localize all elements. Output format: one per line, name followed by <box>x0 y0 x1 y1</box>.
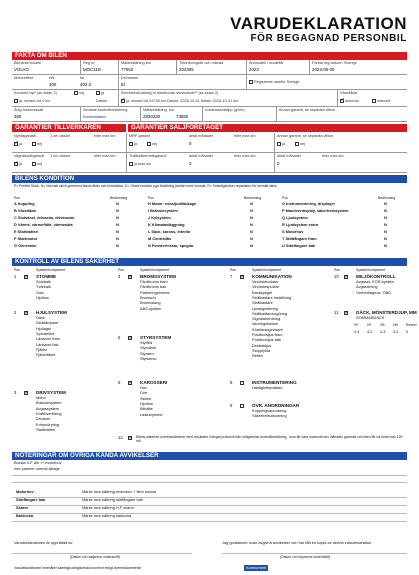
safety-item: Sidobalk <box>36 279 51 284</box>
condition-header-rating: Bedömning <box>378 196 396 200</box>
condition-item: U Stötfångare bak <box>282 243 316 248</box>
condition-rating: N <box>250 208 253 213</box>
warranty-value: 0 <box>189 161 192 166</box>
safety-pos-number: 5 <box>118 335 121 340</box>
safety-item: Hastighetsmätare <box>252 385 283 390</box>
facts-value: 202305 <box>179 67 194 72</box>
consumer-badge: Konsument <box>246 565 267 570</box>
safety-group-checkbox[interactable] <box>344 311 348 315</box>
safety-item: Enforsörjning <box>36 421 59 427</box>
tyre-header: HB <box>393 323 398 327</box>
safety-group-checkbox[interactable] <box>240 275 244 279</box>
safety-pos-number: 6 <box>118 380 121 385</box>
condition-rating: N <box>116 243 119 248</box>
tyre-value: 0 <box>406 329 409 334</box>
safety-pos-number: 11 <box>334 310 339 315</box>
safety-item: Dörr <box>140 390 148 396</box>
annan-nej-checkbox[interactable]: nej <box>295 142 305 146</box>
safety-group-title: KOMMUNIKATION <box>252 274 292 279</box>
condition-item: T Stötfångare fram <box>282 236 317 241</box>
safety-item: Positionsljus bak <box>252 337 281 343</box>
facts-row-2 <box>12 75 407 90</box>
safety-header-system: System/komponent <box>252 268 282 272</box>
notes-part: Skärm <box>16 505 28 510</box>
warranty-label: eller max km <box>234 134 256 138</box>
safety-item: Styrväxel <box>140 345 156 351</box>
facts-label: Motoreffekt <box>14 76 33 80</box>
nybil-nej-checkbox[interactable]: nej <box>32 142 42 146</box>
condition-rating: N <box>384 236 387 241</box>
safety-item: Länkarm bak <box>36 341 59 347</box>
tyre-header: VF <box>354 323 359 327</box>
condition-section-header: BILENS KONDITION <box>12 175 407 183</box>
condition-item: F Startmotor <box>14 236 38 241</box>
safety-item: Signalanordning <box>252 316 281 322</box>
facts-value: MOC11G <box>83 67 102 72</box>
condition-item: K Klimatanläggning <box>148 222 185 227</box>
condition-item: J Kylsystem <box>148 215 171 220</box>
safety-group-title: BROMSSYSTEM <box>140 274 176 279</box>
trafik-ja-checkbox[interactable]: ja max km <box>129 162 151 166</box>
warranty-seller-header: GARANTIER SÄLJFÖRETAGET <box>128 124 407 132</box>
safety-ok-text: Bilens säkerhet överensstämmer med resultatet i bifogat protokoll från obligatorisk kontrollbesiktning , som får vara maximalt sex månader gammal och bilen får ha körts max 100 mil. <box>136 435 403 443</box>
annan-ja-checkbox[interactable]: ja <box>277 142 285 146</box>
safety-group-checkbox[interactable] <box>128 275 132 279</box>
safety-item: Körriktningsvisare <box>252 326 283 332</box>
warranty-label: MRF-garanti <box>129 134 151 138</box>
safety-item: Ljussignalering <box>252 305 278 311</box>
safety-group-checkbox[interactable] <box>128 336 132 340</box>
service-book-checkbox[interactable]: ✓ja, senast vid 63748 km Datum: 2025-10-31 Nästa: 2026-10-31 km <box>121 99 238 103</box>
safety-item: Stopplykta <box>252 347 271 353</box>
safety-item: Omfordiagnos, OBD <box>356 289 392 295</box>
condition-item: M Centrallås <box>148 236 172 241</box>
condition-rating: N <box>250 229 253 234</box>
facts-label: Reg nr <box>83 61 95 65</box>
notes-part: Stötfångare bak <box>16 497 46 502</box>
safety-group-title: DÄCK, MÖNSTERDJUP, MM <box>356 310 417 315</box>
condition-rating: N <box>116 208 119 213</box>
facts-label: Årlig fordonsskatt <box>14 108 44 112</box>
condition-rating: N <box>116 222 119 227</box>
condition-item: L Säck, kaross, interiör <box>148 229 191 234</box>
manuell-checkbox[interactable]: manuell <box>372 99 390 103</box>
condition-item: H Motor: missljud/läckage <box>148 201 197 206</box>
warranty-manufacturer-header: GARANTIER TILLVERKAREN <box>12 124 126 132</box>
safety-pos-number: 8 <box>230 380 233 385</box>
facts-value: 73550 <box>176 114 189 119</box>
safety-item: Stötdämpare <box>36 320 59 326</box>
warranty-label: antal månader <box>189 154 214 158</box>
safety-item: Huv <box>140 385 147 390</box>
condition-rating: N <box>384 215 387 220</box>
condition-rating: N <box>116 215 119 220</box>
safety-item: Avgassystem <box>36 405 60 411</box>
safety-pos-number: 10 <box>334 274 339 279</box>
condition-item: I Bränslesystem <box>148 208 178 213</box>
condition-header-pos: Pos <box>282 196 288 200</box>
safety-item: Motor <box>36 395 46 400</box>
mrf-nej-checkbox[interactable]: nej <box>147 142 157 146</box>
condition-rating: N <box>116 236 119 241</box>
safety-item: Kraftöverföring <box>36 410 62 416</box>
safety-group-checkbox[interactable] <box>240 381 244 385</box>
condition-rating: N <box>250 201 253 206</box>
tyre-value: 4.4 <box>354 329 360 334</box>
safety-group-title: HJULSYSTEM <box>36 310 67 315</box>
safety-item: Hjulhus <box>140 400 153 406</box>
safety-item: Avgaser, EGR-system <box>356 279 395 284</box>
facts-label: Datum <box>96 99 108 103</box>
kamrem-nej-checkbox[interactable]: nej <box>74 91 84 95</box>
safety-group-checkbox[interactable] <box>128 381 132 385</box>
note-line: Buckla V-F dör r+ motorhuv <box>14 460 62 465</box>
facts-label: Bilmärke/modell <box>14 61 42 65</box>
facts-value: 2830330 <box>143 114 161 119</box>
notes-row-divider <box>12 505 407 506</box>
facts-value: 360 <box>14 114 22 119</box>
tyre-value: 4.3 <box>380 329 386 334</box>
safety-item: Bilbälte <box>140 406 153 412</box>
warranty-label: eller max km <box>322 154 344 158</box>
facts-label: Senaste kontrollbesiktning <box>83 108 128 112</box>
safety-header-pos: Pos <box>230 268 236 272</box>
vagnskade-nej-checkbox[interactable]: nej <box>32 162 42 166</box>
condition-legend: P= Perfekt Skick, N= Normalt skick gentemot bilens ålder och körsträcka, O= Okänt funktion pga förslitning jämfört med normalt, R= Felaktig/kräver reparation för normalt skick <box>14 184 277 188</box>
condition-rating: N <box>116 229 119 234</box>
warranty-label: Nybilsgaranti <box>14 134 36 138</box>
safety-item: Strålkastarrengöring <box>252 310 288 316</box>
condition-rating: N <box>250 236 253 241</box>
condition-rating: N <box>384 222 387 227</box>
safety-group-title: DRIVSYSTEM <box>36 390 66 395</box>
nybil-ja-checkbox[interactable]: ✓ja <box>14 142 22 146</box>
registered-abroad-checkbox[interactable]: Registrerat utanför Sverige <box>249 80 299 84</box>
automat-checkbox[interactable]: ✓automat <box>340 99 359 103</box>
notes-row-divider <box>12 513 407 514</box>
condition-rating: N <box>384 201 387 206</box>
notes-row-divider <box>12 521 407 522</box>
safety-section-header: KONTROLL AV BILENS SÄKERHET <box>12 258 407 266</box>
safety-item: SOMMARDÄCK <box>356 315 385 320</box>
tyre-value: 4.2 <box>393 329 399 334</box>
safety-item: Skärm <box>140 395 152 401</box>
facts-row-3 <box>12 90 407 107</box>
safety-item: Startbatteri <box>36 426 56 432</box>
notes-row-divider <box>12 497 407 498</box>
facts-label: Kamrem byt* (se sidan 2) <box>14 91 57 95</box>
note-line: inre paneler normal slitage <box>14 466 60 471</box>
condition-item: G Generator <box>14 243 37 248</box>
condition-item: N Fönsterhissar, speglar <box>148 243 194 248</box>
facts-value: 402.3 <box>80 82 91 87</box>
warranty-label: eller max km <box>234 154 256 158</box>
page-title: VARUDEKLARATION <box>230 14 407 33</box>
safety-group-checkbox[interactable] <box>24 391 28 395</box>
safety-item: Golv <box>36 289 44 295</box>
facts-label: Växellåda <box>340 91 357 95</box>
condition-rating: N <box>250 243 253 248</box>
safety-item: Lastutrymme <box>140 411 163 417</box>
safety-pos-number: 4 <box>118 274 121 279</box>
safety-item: Varningsblinker <box>252 321 279 327</box>
safety-item: Fjäder <box>36 346 48 352</box>
condition-item: C Slutväxel, drivaxlar, drivknutar <box>14 215 75 220</box>
warranty-label: Vagnskadegaranti <box>14 154 45 158</box>
facts-value: VOLVO <box>14 67 29 72</box>
warranty-value: 1 om datum <box>50 134 71 138</box>
safety-item: Backspegel <box>252 289 273 295</box>
facts-value: 2023-05-05 <box>312 67 335 72</box>
safety-pos-number: 2 <box>14 310 17 315</box>
safety-ok-checkbox[interactable] <box>128 436 132 440</box>
footer-right-label: Jag godkänner ovan avgivna avvikelser och har fått en kopia av denna varudeklaration <box>222 540 372 545</box>
safety-group-title: KAROSSERI <box>140 380 168 385</box>
safety-group-checkbox[interactable] <box>24 311 28 315</box>
facts-label: Första reg datum i Sverige <box>312 61 357 65</box>
condition-item: D Värme, värmefläkt, värmesäts <box>14 222 73 227</box>
facts-value: 2023 <box>249 67 259 72</box>
page-subtitle: FÖR BEGAGNAD PERSONBIL <box>250 33 407 44</box>
safety-item: ABS-system <box>140 305 162 311</box>
notes-description: Märke lack bättring stötfångare bak <box>82 497 143 502</box>
warranty-label: eller max km <box>94 134 116 138</box>
condition-item: O Instrumentering, displayer <box>282 201 335 206</box>
safety-group-title: STYRSYSTEM <box>140 335 172 340</box>
tyre-header: Reserv <box>406 323 417 327</box>
facts-section-header: FAKTA OM BILEN <box>12 52 407 60</box>
safety-item: Tvärbalk <box>36 284 51 290</box>
safety-item: Styrservo <box>140 355 157 361</box>
condition-rating: N <box>384 229 387 234</box>
condition-header-rating: Bedömning <box>110 196 128 200</box>
footer-right-sub: (Datum och köparens underskrift) <box>280 555 331 559</box>
safety-item: Bränslesystem <box>36 400 62 406</box>
facts-value: 77552 <box>121 67 134 72</box>
facts-row-1 <box>12 60 407 75</box>
condition-rating: N <box>250 222 253 227</box>
safety-item: Kopplingsanordning <box>252 408 287 413</box>
notes-part: Motorhuv <box>16 489 34 494</box>
facts-label: Koldioxidutsläpp (g/km) <box>205 108 245 112</box>
notes-description: Märke lack bättring H.F skärm <box>82 505 134 510</box>
safety-pos-number: 1 <box>14 274 17 279</box>
notes-description: Märke lack bättring motorhuv + liten buckla <box>82 489 157 494</box>
safety-item: Dimbakljus <box>252 342 272 348</box>
safety-item: Avgasrening <box>356 284 378 290</box>
footer-bottom-text: Varudeklarationen innehåller samtliga obligatoriska moment enligt överenskommelse <box>14 566 142 570</box>
safety-item: Färdbroms fram <box>140 279 168 284</box>
facts-value: El <box>121 82 125 87</box>
safety-group-title: STOMME <box>36 274 57 279</box>
safety-item: Vindrutespolare <box>252 284 280 290</box>
facts-label: Årsmodell / modellår <box>249 61 284 65</box>
safety-header-system: System/komponent <box>356 268 386 272</box>
safety-item: Bromsrör <box>140 294 156 300</box>
safety-item: Positionsljus fram <box>252 332 283 337</box>
footer-left-label: Varudeklarationen är upprättad av <box>14 540 73 545</box>
mrf-ja-checkbox[interactable]: ja <box>129 142 137 146</box>
safety-header-pos: Pos <box>334 268 340 272</box>
safety-item: Länkarm fram <box>36 336 60 342</box>
safety-group-title: MILJÖKONTROLL <box>356 274 396 279</box>
condition-item: R Ljudsystem extra <box>282 222 318 227</box>
notes-description: Märke lack bättring baklucka <box>82 513 132 518</box>
notes-part: Baklucka <box>16 513 34 518</box>
condition-item: A Koppling <box>14 201 35 206</box>
condition-item: S Motorhuv <box>282 229 304 234</box>
warranty-value: 0 <box>189 141 192 146</box>
safety-group-checkbox[interactable] <box>344 275 348 279</box>
safety-pos-number: 9 <box>230 403 233 408</box>
safety-pos-number: 7 <box>230 274 233 279</box>
safety-header-pos: Pos <box>14 268 20 272</box>
kamrem-ja-checkbox[interactable]: ja <box>96 91 104 95</box>
warranty-value: 1 om datum <box>50 154 71 158</box>
safety-item: Strålkastare inställning <box>252 294 292 300</box>
safety-item: Vindrutetorkare <box>252 279 279 284</box>
condition-header-rating: Bedömning <box>244 196 262 200</box>
warranty-label: Annan garanti, se separata villkor <box>277 134 334 138</box>
condition-item: B Växellåda <box>14 208 36 213</box>
safety-item: Hjullager <box>36 325 52 331</box>
facts-label: Drivmedel <box>121 76 139 80</box>
condition-item: E Startbatteri <box>14 229 39 234</box>
facts-label: kW <box>49 76 55 80</box>
safety-group-checkbox[interactable] <box>240 404 244 408</box>
vagnskade-ja-checkbox[interactable]: ✓ja <box>14 162 22 166</box>
safety-item: Spindelled <box>36 330 55 336</box>
warranty-label: eller max km <box>94 154 116 158</box>
tyre-header: VB <box>380 323 385 327</box>
condition-item: Q Ljudsystem <box>282 215 308 220</box>
safety-item: Styrled <box>140 340 153 345</box>
safety-pos-number: 3 <box>14 390 17 395</box>
safety-item: Parkeringsbroms <box>140 289 170 295</box>
safety-ok-pos: 12 <box>118 435 123 440</box>
facts-label: Servicebok/utdrag ur elektronisk servicebok** (se sidan 2) <box>121 91 219 95</box>
warranty-label: antal månader <box>189 134 214 138</box>
warranty-label: antal månader <box>277 154 302 158</box>
safety-item: Fjäderfäste <box>36 352 56 358</box>
warranty-value: 0 <box>277 161 280 166</box>
facts-row-4 <box>12 107 407 122</box>
facts-label: hk <box>80 76 85 80</box>
condition-rating: N <box>116 201 119 206</box>
safety-item: Reflex <box>252 353 264 359</box>
tyre-value: 4.2 <box>367 329 373 334</box>
footer-left-sub: (Datum och säljarens underskrift) <box>70 555 120 559</box>
warranty-row-1 <box>12 133 407 153</box>
facts-label: Kontrolldatum <box>83 115 107 119</box>
facts-label: Annan garanti, se separata villkor <box>279 108 336 112</box>
safety-header-system: System/komponent <box>140 268 170 272</box>
safety-item: Däck <box>36 315 45 320</box>
notes-section-header: NOTERINGAR OM ÖVRIGA KÄNDA AVVIKELSER <box>12 452 407 460</box>
kamrem-senast-checkbox[interactable]: ja, senast vid 0 km <box>14 99 50 103</box>
facts-label: Tillverkningsår och månad <box>179 61 224 65</box>
condition-rating: N <box>384 208 387 213</box>
safety-group-title: INSTRUMENTERING <box>252 380 297 385</box>
facts-label: Mätarställning, km <box>143 108 174 112</box>
safety-group-checkbox[interactable] <box>24 275 28 279</box>
safety-header-system: System/komponent <box>36 268 66 272</box>
safety-header-pos: Pos <box>118 268 124 272</box>
condition-header-pos: Pos <box>14 196 20 200</box>
condition-header-pos: Pos <box>148 196 154 200</box>
facts-label: Mätarställning km <box>121 61 151 65</box>
safety-item: Färdbroms bak <box>140 284 167 290</box>
safety-item: Drivaxel <box>36 416 51 422</box>
warranty-label: Trafiksäkerhetsgaranti <box>129 154 167 158</box>
safety-item: Strålkastare <box>252 300 273 306</box>
safety-item: Säkerhetsutrustning <box>252 413 287 419</box>
safety-item: Bromsslang <box>140 300 161 306</box>
safety-group-title: ÖVR. ANORDNINGAR <box>252 403 300 408</box>
condition-item: P Manöverdisplay, säkerhetssystem <box>282 208 349 213</box>
safety-item: Hjulhus <box>36 294 49 300</box>
facts-value: 300 <box>49 82 57 87</box>
warranty-row-2 <box>12 153 407 173</box>
condition-rating: N <box>384 243 387 248</box>
safety-item: Styrarm <box>140 350 154 356</box>
condition-rating: N <box>250 215 253 220</box>
tyre-header: HF <box>367 323 372 327</box>
